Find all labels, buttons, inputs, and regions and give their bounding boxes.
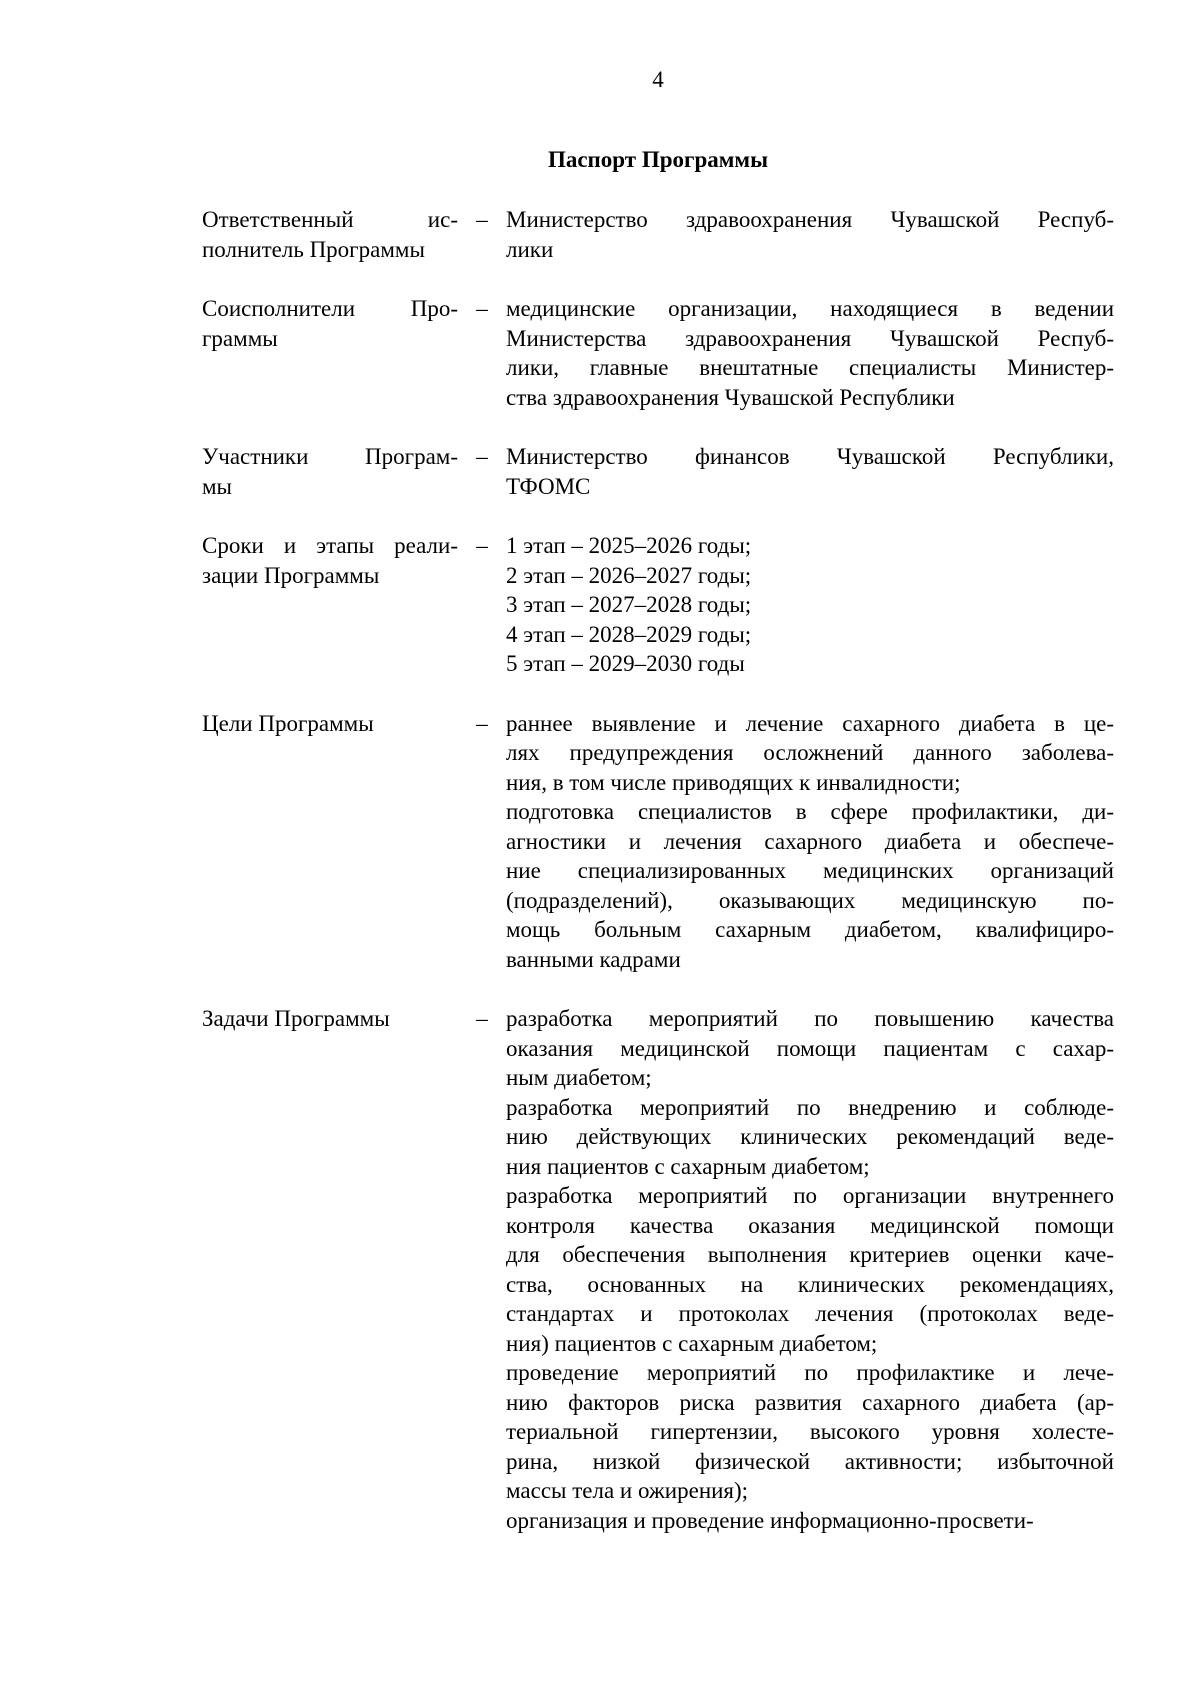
stage-item: 1 этап – 2025–2026 годы; — [506, 533, 752, 558]
stage-item: 4 этап – 2028–2029 годы; — [506, 621, 752, 647]
passport-row-co-executors — [202, 294, 1114, 412]
passport-row-tasks — [202, 1004, 1114, 1535]
row-label: Сроки и этапы реали- зации Программы — [202, 533, 458, 588]
row-label: Цели Программы — [202, 710, 374, 736]
passport-row-participants — [202, 442, 1114, 501]
row-label: Задачи Программы — [202, 1006, 390, 1031]
dash-separator: – — [476, 1006, 488, 1031]
dash-separator: – — [476, 533, 488, 558]
row-value: медицинские организации, находящиеся в ведении Министерства здравоохранения Чувашской Респуб- лики, главные внештатные специалисты Министер- ства здравоохранения Чувашской Республики — [506, 296, 1114, 410]
stage-item: 2 этап – 2026–2027 годы; — [506, 562, 752, 588]
goal-paragraph: подготовка специалистов в сфере профилактики, ди- агностики и лечения сахарного диабета и обеспече- ние специализированных медицинских организаций (подразделений), оказывающих медицинскую по- мощь больным сахарным диабетом, квалифициро- ванными кадрами — [506, 799, 1114, 972]
passport-row-timeline — [202, 531, 1114, 679]
task-paragraph: разработка мероприятий по повышению качества оказания медицинской помощи пациентам с сахар- ным диабетом; — [506, 1006, 1114, 1090]
stage-item: 3 этап – 2027–2028 годы; — [506, 592, 752, 617]
row-label: Ответственный ис- полнитель Программы — [202, 207, 458, 262]
row-value — [506, 709, 1114, 975]
task-paragraph: разработка мероприятий по организации внутреннего контроля качества оказания медицинской помощи для обеспечения выполнения критериев оценки каче- ства, основанных на клинических рекомендациях, стандартах и протоколах лечения (протоколах веде- ния) пациентов с сахарным диабетом; — [506, 1183, 1114, 1356]
row-value — [506, 531, 1114, 679]
page-number: 4 — [652, 67, 664, 92]
stage-item: 5 этап – 2029–2030 годы — [506, 651, 745, 676]
row-label: Соисполнители Про- граммы — [202, 296, 458, 351]
row-value: Министерство финансов Чувашской Республики, ТФОМС — [506, 444, 1114, 499]
row-label: Участники Програм- мы — [202, 444, 458, 499]
dash-separator: – — [476, 444, 488, 469]
task-paragraph: организация и проведение информационно-просвети- — [506, 1507, 1034, 1533]
passport-row-responsible-executor — [202, 205, 1114, 264]
dash-separator: – — [476, 207, 488, 232]
passport-row-goals — [202, 709, 1114, 975]
goal-paragraph: раннее выявление и лечение сахарного диабета в це- лях предупреждения осложнений данного заболева- ния, в том числе приводящих к инвалидности; — [506, 710, 1114, 795]
dash-separator: – — [476, 710, 488, 736]
task-paragraph: проведение мероприятий по профилактике и лече- нию факторов риска развития сахарного диабета (ар- териальной гипертензии, высокого уровня холесте- рина, низкой физической активности; избыточной массы тела и ожирения); — [506, 1360, 1114, 1503]
row-value — [506, 1004, 1114, 1535]
row-value: Министерство здравоохранения Чувашской Респуб- лики — [506, 207, 1114, 262]
passport-table — [202, 205, 1114, 1535]
page-title: Паспорт Программы — [547, 147, 769, 172]
dash-separator: – — [476, 296, 488, 321]
task-paragraph: разработка мероприятий по внедрению и соблюде- нию действующих клинических рекомендаций веде- ния пациентов с сахарным диабетом; — [506, 1094, 1114, 1179]
